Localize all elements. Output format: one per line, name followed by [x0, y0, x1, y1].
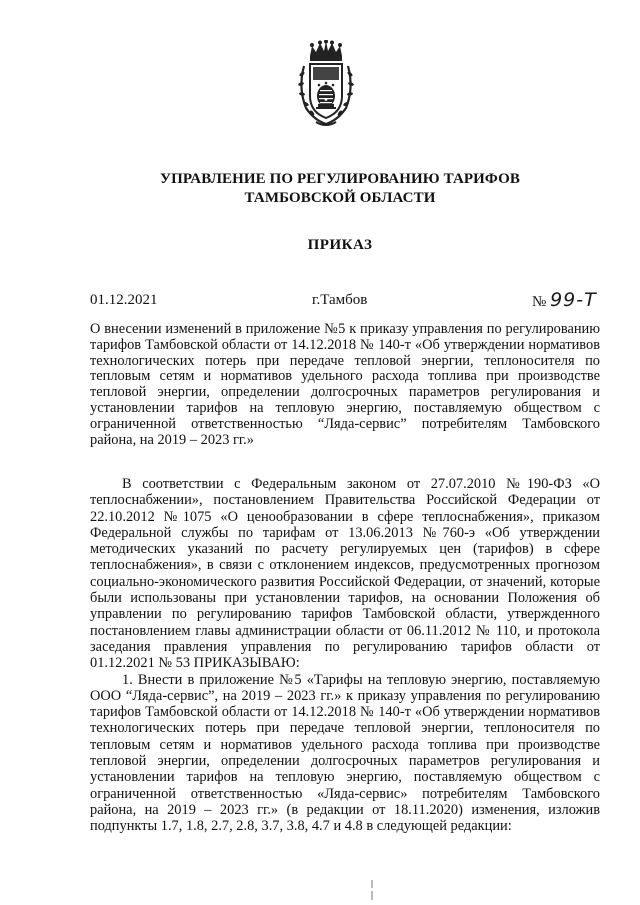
document-subject: О внесении изменений в приложение №5 к приказу управления по регулированию тарифов Тамбовской области от 14.12.2018 № 140-т «Об утверждении нормативов технологических потерь при передаче тепловой энергии, теплоносителя по тепловым сетям и нормативов удельного расхода топлива при производстве тепловой энергии, определении долгосрочных параметров регулирования и установлении тарифов на тепловую энергию, поставляемую обществом с ограниченной ответственностью “Ляда-сервис” потребителям Тамбовского района, на 2019 – 2023 гг.»: [90, 321, 600, 448]
coat-of-arms-icon: [296, 40, 356, 128]
document-city: г.Тамбов: [312, 292, 368, 308]
document-date: 01.12.2021: [90, 292, 158, 308]
document-meta-row: [90, 288, 610, 312]
document-body: [90, 476, 600, 835]
body-item-1: 1. Внести в приложение №5 «Тарифы на тепловую энергию, поставляемую ООО “Ляда-сервис”, на 2019 – 2023 гг.» к приказу управления по регулированию тарифов Тамбовской области от 14.12.2018 № 140-т «Об утверждении нормативов технологических потерь при передаче тепловой энергии, теплоносителя по тепловым сетям и нормативов удельного расхода топлива при производстве тепловой энергии, определении долгосрочных параметров регулирования и установлении тарифов на тепловую энергию, поставляемую обществом с ограниченной ответственностью «Ляда-сервис» потребителям Тамбовского района, на 2019 – 2023 гг.» (в редакции от 18.11.2020) изменения, изложив подпункты 1.7, 1.8, 2.7, 2.8, 3.7, 3.8, 4.7 и 4.8 в следующей редакции:: [90, 671, 600, 835]
document-number-prefix: №: [532, 294, 547, 310]
organization-title-line-1: УПРАВЛЕНИЕ ПО РЕГУЛИРОВАНИЮ ТАРИФОВ: [160, 171, 520, 187]
scan-artifact-mark: [371, 880, 373, 900]
document-number: [532, 290, 597, 312]
body-paragraph-preamble: В соответствии с Федеральным законом от 27.07.2010 №190-ФЗ «О теплоснабжении», постановлением Правительства Российской Федерации от 22.10.2012 №1075 «О ценообразовании в сфере теплоснабжения», приказом Федеральной службы по тарифам от 13.06.2013 №760-э «Об утверждении методических указаний по расчету регулируемых цен (тарифов) в сфере теплоснабжения», в связи с отклонением индексов, предусмотренных прогнозом социально-экономического развития Российской Федерации, от значений, которые были использованы при установлении тарифов, на основании Положения об управлении по регулированию тарифов Тамбовской области, утвержденного постановлением главы администрации области от 06.11.2012 № 110, и протокола заседания правления управления по регулированию тарифов области от 01.12.2021 № 53 ПРИКАЗЫВАЮ:: [90, 476, 600, 672]
organization-title: [60, 170, 620, 208]
organization-title-line-2: ТАМБОВСКОЙ ОБЛАСТИ: [244, 190, 436, 206]
document-type: ПРИКАЗ: [307, 237, 373, 253]
document-number-handwritten: 99-Т: [550, 289, 597, 311]
